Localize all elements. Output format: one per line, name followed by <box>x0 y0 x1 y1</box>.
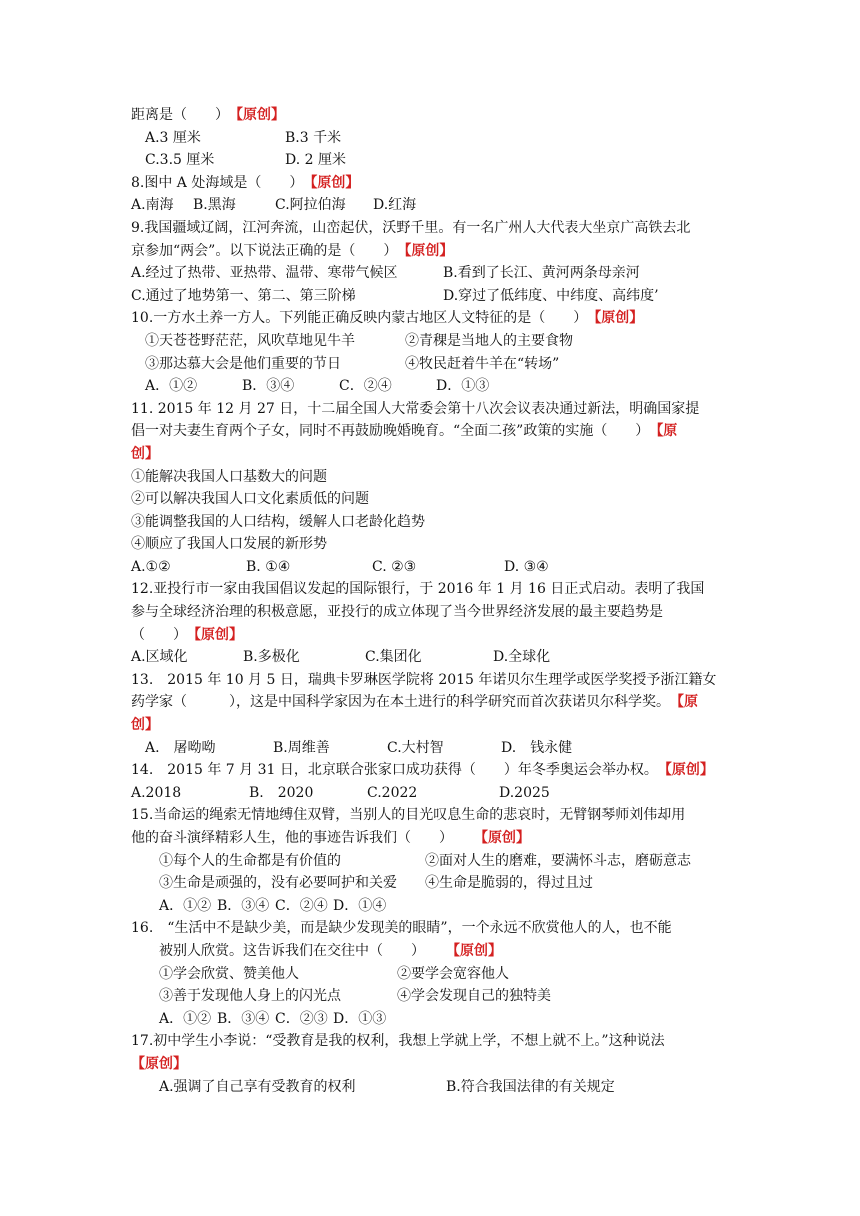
answer-option: C.阿拉伯海 <box>275 197 346 214</box>
original-tag: 【原创】 <box>446 942 502 959</box>
text-span: ③那达慕大会是他们重要的节日 <box>145 355 341 372</box>
answer-option: A.区域化 <box>131 649 188 666</box>
original-tag: 【原创】 <box>303 174 360 191</box>
text-line <box>131 1030 731 1053</box>
text-span: 17.初中学生小李说：“受教育是我的权利，我想上学就上学，不想上就不上。”这种说法 <box>131 1033 665 1050</box>
text-span: ④生命是脆弱的，得过且过 <box>425 875 593 892</box>
text-line <box>131 127 731 150</box>
text-span: ②面对人生的磨难，要满怀斗志，磨砺意志 <box>425 852 691 869</box>
text-line <box>131 1053 731 1076</box>
text-span: ③善于发现他人身上的闪光点 <box>159 988 341 1005</box>
answer-option: D．①③ <box>436 378 490 395</box>
text-line <box>131 240 731 263</box>
text-line <box>131 420 731 443</box>
text-line <box>131 533 731 556</box>
text-span: 京参加“两会”。以下说法正确的是（ ） <box>131 242 398 259</box>
text-line <box>131 646 731 669</box>
document-page <box>131 104 731 1098</box>
text-span: 12.亚投行市一家由我国倡议发起的国际银行，于 2016 年 1 月 16 日正式启动。表明了我国 <box>131 581 705 598</box>
text-span: C.3.5 厘米 <box>145 152 215 169</box>
text-span: ④学会发现自己的独特美 <box>397 988 551 1005</box>
text-span: B.符合我国法律的有关规定 <box>446 1078 615 1095</box>
text-line <box>131 353 731 376</box>
answer-option: C.2022 <box>367 784 418 801</box>
text-span: 15.当命运的绳索无情地缚住双臂，当别人的目光叹息生命的悲哀时，无臂钢琴师刘伟却用 <box>131 807 686 824</box>
text-span: ③生命是顽强的，没有必要呵护和关爱 <box>159 875 397 892</box>
text-line <box>131 556 731 579</box>
original-tag: 【原创】 <box>397 242 454 259</box>
answer-option: D．①④ <box>333 897 387 914</box>
text-span: 11. 2015 年 12 月 27 日，十二届全国人大常委会第十八次会议表决通过新法，明确国家提 <box>131 400 700 417</box>
text-span: ④顺应了我国人口发展的新形势 <box>131 536 327 553</box>
answer-option: B.黑海 <box>193 197 236 214</box>
text-span: ①每个人的生命都是有价值的 <box>159 852 341 869</box>
text-line <box>131 624 731 647</box>
text-line <box>131 872 731 895</box>
text-span: 14. 2015 年 7 月 31 日，北京联合张家口成功获得（ ）年冬季奥运会举办权。 <box>131 762 658 779</box>
text-span: A.强调了自己享有受教育的权利 <box>159 1078 356 1095</box>
text-line <box>131 895 731 918</box>
text-span: D. 2 厘米 <box>285 152 346 169</box>
answer-option: A. 屠呦呦 <box>145 739 216 756</box>
text-span: （ ） <box>131 626 187 643</box>
text-line <box>131 398 731 421</box>
text-span: 13. 2015 年 10 月 5 日，瑞典卡罗琳医学院将 2015 年诺贝尔生理学或医学奖授予浙江籍女 <box>131 671 717 688</box>
answer-option: B.多极化 <box>243 649 300 666</box>
text-line <box>131 804 731 827</box>
answer-option: A.2018 <box>131 784 182 801</box>
text-line <box>131 578 731 601</box>
answer-option: A.南海 <box>131 197 174 214</box>
text-line <box>131 375 731 398</box>
answer-option: A．①② <box>159 897 212 914</box>
answer-option: B. ①④ <box>246 558 291 575</box>
text-span: 参与全球经济治理的积极意愿，亚投行的成立体现了当今世界经济发展的最主要趋势是 <box>131 604 663 621</box>
answer-option: C．②③ <box>275 1010 328 1027</box>
text-line <box>131 330 731 353</box>
answer-option: D．①③ <box>333 1010 387 1027</box>
text-line <box>131 669 731 692</box>
answer-option: D. ③④ <box>504 558 549 575</box>
original-tag: 【原 <box>649 423 678 440</box>
answer-option: B.周维善 <box>273 739 330 756</box>
text-span: ④牧民赶着牛羊在“转场” <box>405 355 560 372</box>
text-line <box>131 172 731 195</box>
text-line <box>131 443 731 466</box>
answer-option: D.红海 <box>373 197 417 214</box>
text-line <box>131 759 731 782</box>
answer-option: C．②④ <box>339 378 392 395</box>
text-line <box>131 985 731 1008</box>
text-span: 16. “生活中不是缺少美，而是缺少发现美的眼睛”，一个永远不欣赏他人的人，也不能 <box>131 920 672 937</box>
text-line <box>131 511 731 534</box>
text-line <box>131 737 731 760</box>
answer-option: C.集团化 <box>365 649 422 666</box>
text-line <box>131 850 731 873</box>
text-line <box>131 104 731 127</box>
text-span: A.经过了热带、亚热带、温带、寒带气候区 <box>131 265 398 282</box>
text-line <box>131 217 731 240</box>
answer-option: A.①② <box>131 558 171 575</box>
text-line <box>131 691 731 714</box>
text-span: ①学会欣赏、赞美他人 <box>159 965 299 982</box>
text-span: ②青稞是当地人的主要食物 <box>405 332 573 349</box>
text-span: ②可以解决我国人口文化素质低的问题 <box>131 491 369 508</box>
answer-option: B．③④ <box>217 1010 270 1027</box>
answer-option: B．③④ <box>242 378 295 395</box>
text-line <box>131 601 731 624</box>
text-line <box>131 466 731 489</box>
answer-option: A．①② <box>159 1010 212 1027</box>
text-line <box>131 827 731 850</box>
text-line <box>131 262 731 285</box>
answer-option: D.全球化 <box>493 649 551 666</box>
answer-option: D. 钱永健 <box>501 739 573 756</box>
text-line <box>131 488 731 511</box>
text-span: ③能调整我国的人口结构，缓解人口老龄化趋势 <box>131 513 425 530</box>
text-line <box>131 714 731 737</box>
text-span: C.通过了地势第一、第二、第三阶梯 <box>131 287 356 304</box>
answer-option: C．②④ <box>275 897 328 914</box>
answer-option: B. 2020 <box>249 784 314 801</box>
text-span: 9.我国疆域辽阔，江河奔流，山峦起伏，沃野千里。有一名广州人大代表大坐京广高铁去北 <box>131 219 691 236</box>
text-line <box>131 963 731 986</box>
text-line <box>131 149 731 172</box>
original-tag: 【原 <box>670 694 698 711</box>
text-line <box>131 782 731 805</box>
original-tag: 【原创】 <box>229 107 285 123</box>
original-tag: 【原创】 <box>474 830 530 846</box>
original-tag: 【原创】 <box>587 310 644 327</box>
text-span: 他的奋斗演绎精彩人生，他的事迹告诉我们（ ） <box>131 830 474 846</box>
text-line <box>131 1008 731 1031</box>
text-line <box>131 917 731 940</box>
original-tag: 创】 <box>131 717 159 734</box>
answer-option: B．③④ <box>217 897 270 914</box>
text-span: 倡一对夫妻生育两个子女，同时不再鼓励晚婚晚育。“全面二孩”政策的实施（ ） <box>131 423 650 440</box>
text-line <box>131 307 731 330</box>
answer-option: C.大村智 <box>387 739 444 756</box>
text-span: ①能解决我国人口基数大的问题 <box>131 468 327 485</box>
text-line <box>131 194 731 217</box>
text-span: ②要学会宽容他人 <box>397 965 509 982</box>
text-span: 8.图中 A 处海域是（ ） <box>131 174 304 191</box>
text-span: B.看到了长江、黄河两条母亲河 <box>443 265 640 282</box>
text-span: B.3 千米 <box>285 129 342 146</box>
text-span: 10.一方水土养一方人。下列能正确反映内蒙古地区人文特征的是（ ） <box>131 310 588 327</box>
text-line <box>131 1076 731 1099</box>
answer-option: A．①② <box>145 378 198 395</box>
original-tag: 【原创】 <box>131 1055 187 1072</box>
text-span: 距离是（ ） <box>131 107 229 123</box>
text-span: ①天苍苍野茫茫，风吹草地见牛羊 <box>145 332 355 349</box>
text-span: D.穿过了低纬度、中纬度、高纬度’ <box>443 287 659 304</box>
text-line <box>131 940 731 963</box>
original-tag: 【原创】 <box>657 762 714 779</box>
original-tag: 创】 <box>131 445 159 462</box>
answer-option: C. ②③ <box>372 558 417 575</box>
original-tag: 【原创】 <box>187 626 243 643</box>
text-line <box>131 285 731 308</box>
answer-option: D.2025 <box>499 784 550 801</box>
text-span: 被别人欣赏。这告诉我们在交往中（ ） <box>159 942 446 959</box>
text-span: A.3 厘米 <box>145 129 201 146</box>
text-span: 药学家（ ），这是中国科学家因为在本土进行的科学研究而首次获诺贝尔科学奖。 <box>131 694 670 711</box>
